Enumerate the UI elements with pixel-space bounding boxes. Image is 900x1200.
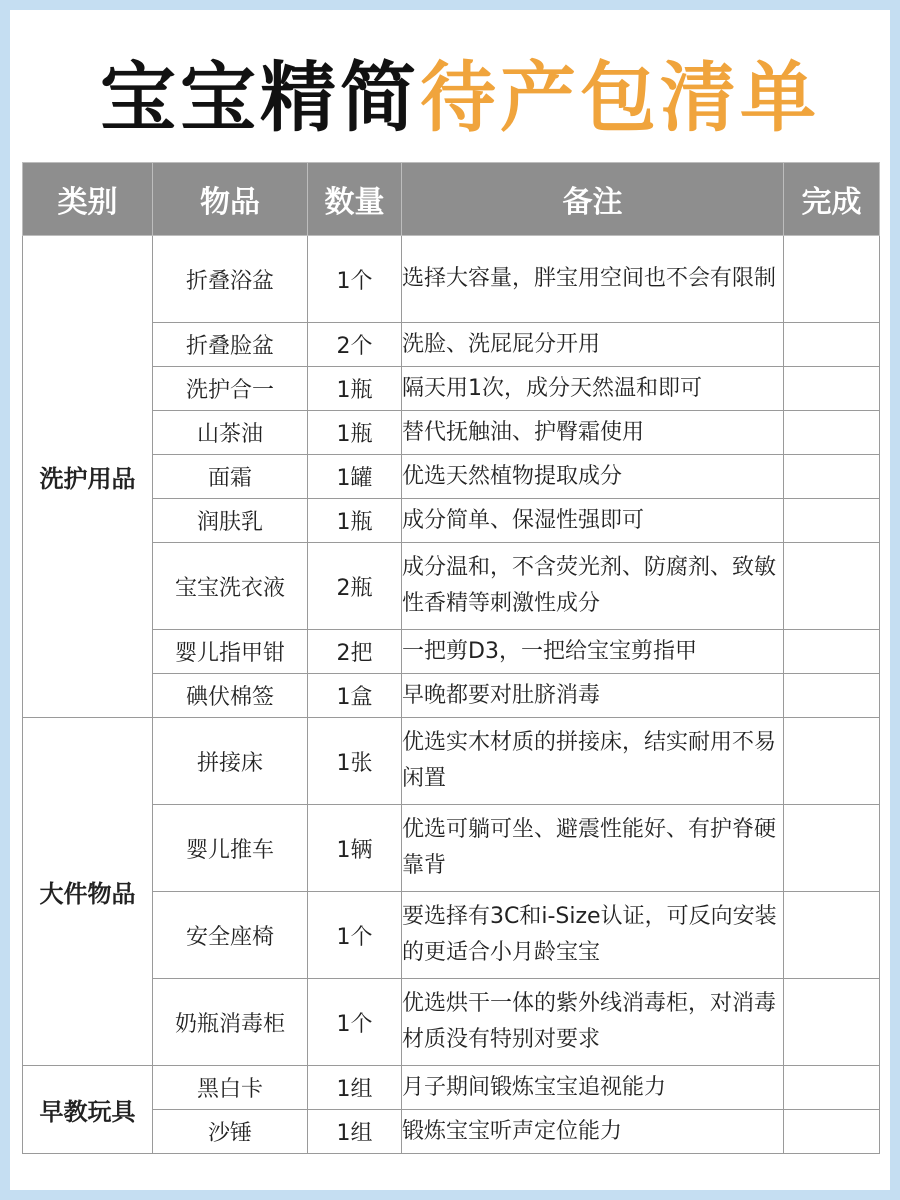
note-cell: 洗脸、洗屁屁分开用 [402, 323, 784, 367]
item-cell: 碘伏棉签 [153, 674, 308, 718]
note-cell: 一把剪D3，一把给宝宝剪指甲 [402, 630, 784, 674]
item-cell: 洗护合一 [153, 367, 308, 411]
note-cell: 要选择有3C和i-Size认证，可反向安装的更适合小月龄宝宝 [402, 892, 784, 979]
category-cell: 洗护用品 [23, 236, 153, 718]
done-checkbox-cell[interactable] [784, 630, 880, 674]
note-cell: 选择大容量，胖宝用空间也不会有限制 [402, 236, 784, 323]
quantity-cell: 1瓶 [308, 367, 402, 411]
item-cell: 宝宝洗衣液 [153, 543, 308, 630]
done-checkbox-cell[interactable] [784, 323, 880, 367]
done-checkbox-cell[interactable] [784, 367, 880, 411]
done-checkbox-cell[interactable] [784, 805, 880, 892]
done-checkbox-cell[interactable] [784, 236, 880, 323]
checklist-table [22, 162, 880, 1154]
table-row [23, 236, 880, 323]
item-cell: 沙锤 [153, 1110, 308, 1154]
table-row [23, 718, 880, 805]
quantity-cell: 1盒 [308, 674, 402, 718]
item-cell: 面霜 [153, 455, 308, 499]
note-cell: 月子期间锻炼宝宝追视能力 [402, 1066, 784, 1110]
header-note: 备注 [402, 163, 784, 236]
page-title [10, 48, 900, 148]
header-category: 类别 [23, 163, 153, 236]
quantity-cell: 2个 [308, 323, 402, 367]
quantity-cell: 1组 [308, 1066, 402, 1110]
quantity-cell: 1个 [308, 892, 402, 979]
item-cell: 拼接床 [153, 718, 308, 805]
header-done: 完成 [784, 163, 880, 236]
header-row [23, 163, 880, 236]
note-cell: 优选天然植物提取成分 [402, 455, 784, 499]
item-cell: 折叠脸盆 [153, 323, 308, 367]
quantity-cell: 1瓶 [308, 411, 402, 455]
quantity-cell: 1个 [308, 236, 402, 323]
quantity-cell: 1瓶 [308, 499, 402, 543]
note-cell: 替代抚触油、护臀霜使用 [402, 411, 784, 455]
note-cell: 隔天用1次，成分天然温和即可 [402, 367, 784, 411]
item-cell: 婴儿推车 [153, 805, 308, 892]
done-checkbox-cell[interactable] [784, 411, 880, 455]
item-cell: 折叠浴盆 [153, 236, 308, 323]
note-cell: 优选烘干一体的紫外线消毒柜，对消毒材质没有特别对要求 [402, 979, 784, 1066]
category-cell: 早教玩具 [23, 1066, 153, 1154]
done-checkbox-cell[interactable] [784, 1110, 880, 1154]
done-checkbox-cell[interactable] [784, 674, 880, 718]
note-cell: 早晚都要对肚脐消毒 [402, 674, 784, 718]
quantity-cell: 1组 [308, 1110, 402, 1154]
item-cell: 奶瓶消毒柜 [153, 979, 308, 1066]
item-cell: 黑白卡 [153, 1066, 308, 1110]
quantity-cell: 1辆 [308, 805, 402, 892]
title-part-orange: 待产包清单 [420, 53, 820, 142]
item-cell: 安全座椅 [153, 892, 308, 979]
done-checkbox-cell[interactable] [784, 979, 880, 1066]
note-cell: 锻炼宝宝听声定位能力 [402, 1110, 784, 1154]
item-cell: 婴儿指甲钳 [153, 630, 308, 674]
quantity-cell: 2把 [308, 630, 402, 674]
quantity-cell: 1罐 [308, 455, 402, 499]
title-part-black: 宝宝精简 [100, 53, 420, 142]
note-cell: 优选实木材质的拼接床，结实耐用不易闲置 [402, 718, 784, 805]
category-cell: 大件物品 [23, 718, 153, 1066]
done-checkbox-cell[interactable] [784, 499, 880, 543]
quantity-cell: 1个 [308, 979, 402, 1066]
header-quantity: 数量 [308, 163, 402, 236]
note-cell: 优选可躺可坐、避震性能好、有护脊硬靠背 [402, 805, 784, 892]
done-checkbox-cell[interactable] [784, 1066, 880, 1110]
quantity-cell: 2瓶 [308, 543, 402, 630]
quantity-cell: 1张 [308, 718, 402, 805]
done-checkbox-cell[interactable] [784, 455, 880, 499]
header-item: 物品 [153, 163, 308, 236]
done-checkbox-cell[interactable] [784, 543, 880, 630]
done-checkbox-cell[interactable] [784, 718, 880, 805]
done-checkbox-cell[interactable] [784, 892, 880, 979]
item-cell: 山茶油 [153, 411, 308, 455]
note-cell: 成分简单、保湿性强即可 [402, 499, 784, 543]
table-row [23, 1066, 880, 1110]
note-cell: 成分温和，不含荧光剂、防腐剂、致敏性香精等刺激性成分 [402, 543, 784, 630]
item-cell: 润肤乳 [153, 499, 308, 543]
